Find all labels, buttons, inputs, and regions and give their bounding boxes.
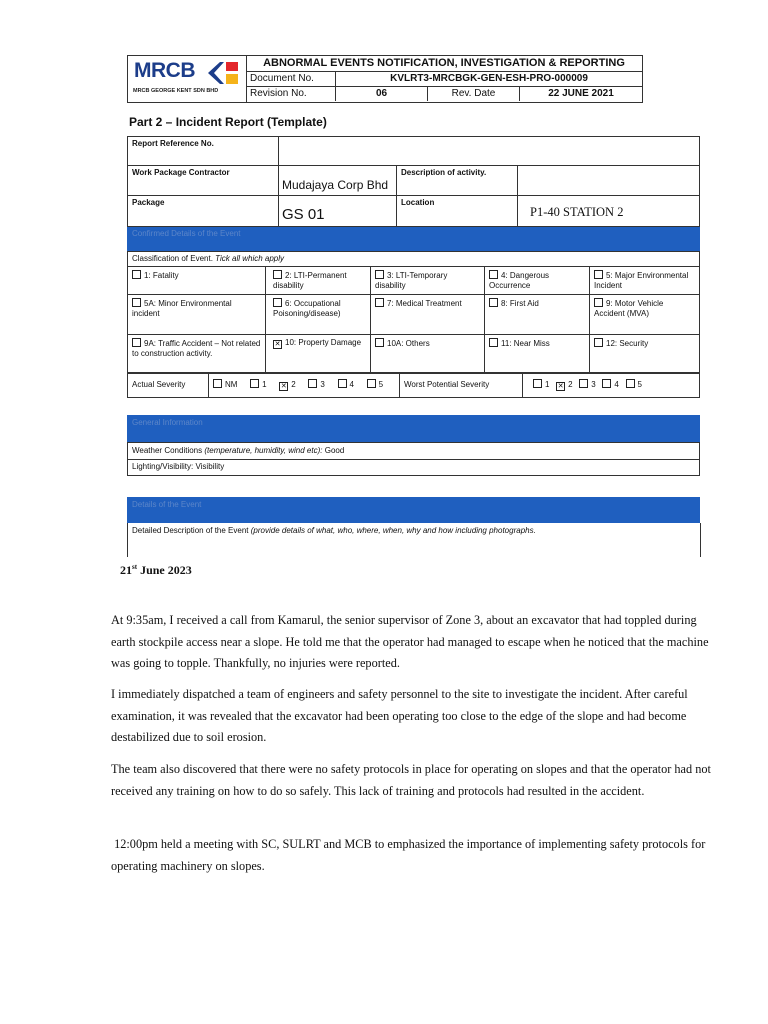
general-info-table — [127, 442, 700, 476]
class-item-10[interactable] — [266, 335, 371, 374]
checkbox-icon[interactable] — [132, 338, 141, 347]
checkbox-icon[interactable] — [132, 270, 141, 279]
revision-row — [246, 86, 642, 102]
checked-box-icon[interactable]: ✕ — [557, 383, 564, 390]
rev-date-value: 22 JUNE 2021 — [548, 88, 614, 99]
classification-prefix: Classification of Event. — [132, 254, 213, 263]
general-info-banner: General Information — [127, 415, 700, 442]
rev-date-label: Rev. Date — [428, 86, 520, 101]
worst-option-4: 4 — [614, 380, 619, 389]
report-date-day: 21 — [120, 563, 132, 577]
document-title: ABNORMAL EVENTS NOTIFICATION, INVESTIGATION & REPORTING — [246, 56, 642, 72]
event-details-cell[interactable] — [127, 523, 701, 557]
class-item-label: 5: Major Environmental Incident — [594, 271, 689, 290]
class-item-label: 3: LTI-Temporary disability — [375, 271, 448, 290]
checkbox-icon[interactable] — [250, 379, 259, 388]
actual-option-5: 5 — [378, 380, 384, 389]
class-item-6[interactable] — [266, 295, 371, 335]
class-item-3[interactable] — [371, 267, 485, 295]
actual-severity-label: Actual Severity — [132, 380, 186, 389]
class-item-1[interactable] — [128, 267, 266, 295]
activity-value[interactable] — [518, 166, 700, 196]
checkbox-icon[interactable] — [132, 298, 141, 307]
class-item-label: 9A: Traffic Accident – Not related to construction activity. — [132, 339, 261, 358]
package-label: Package — [132, 198, 165, 207]
weather-value: Good — [324, 446, 345, 455]
class-item-label: 12: Security — [606, 339, 649, 348]
checkbox-icon[interactable] — [273, 298, 282, 307]
details-label: Detailed Description of the Event — [132, 526, 249, 535]
checkbox-icon[interactable] — [602, 379, 611, 388]
class-item-11[interactable] — [485, 335, 590, 374]
activity-label: Description of activity. — [401, 168, 487, 177]
classification-header-cell — [128, 252, 700, 267]
checkbox-icon[interactable] — [626, 379, 635, 388]
checkbox-icon[interactable] — [533, 379, 542, 388]
actual-option-4: 4 — [349, 380, 354, 389]
activity-label-cell — [397, 166, 518, 196]
report-info-table — [127, 136, 700, 227]
checkbox-icon[interactable] — [594, 298, 603, 307]
event-details-banner: Details of the Event — [127, 497, 700, 523]
contractor-label-cell — [128, 166, 279, 196]
paragraph-3: The team also discovered that there were no safety protocols in place for operating on slopes and that the operator had not received any training on how to do so safely. This lack of training and protocols had resulted in the accident. — [111, 762, 711, 798]
checkbox-icon[interactable] — [367, 379, 376, 388]
weather-cell[interactable] — [128, 443, 700, 460]
weather-hint: (temperature, humidity, wind etc): — [204, 446, 323, 455]
actual-severity-label-cell — [128, 373, 209, 398]
doc-number-row — [246, 71, 642, 87]
report-ref-label: Report Reference No. — [132, 139, 214, 148]
report-ref-label-cell — [128, 137, 279, 166]
worst-option-2: 2 — [568, 380, 573, 389]
company-logo — [128, 56, 247, 102]
class-item-label: 5A: Minor Environmental incident — [132, 299, 232, 318]
worst-severity-label: Worst Potential Severity — [404, 380, 490, 389]
class-item-label: 8: First Aid — [501, 299, 539, 308]
actual-option-3: 3 — [320, 380, 325, 389]
classification-table — [127, 251, 700, 374]
class-item-label: 10: Property Damage — [285, 338, 362, 347]
class-item-label: 7: Medical Treatment — [387, 299, 462, 308]
class-item-4[interactable] — [485, 267, 590, 295]
actual-severity-options[interactable] — [209, 373, 400, 398]
checkbox-icon[interactable] — [489, 338, 498, 347]
worst-severity-options[interactable] — [523, 373, 700, 398]
checkbox-icon[interactable] — [594, 338, 603, 347]
report-ref-value[interactable] — [279, 137, 700, 166]
confirmed-details-banner: Confirmed Details of the Event — [127, 227, 700, 251]
checkbox-icon[interactable] — [375, 270, 384, 279]
document-header — [127, 55, 643, 103]
worst-option-1: 1 — [545, 380, 550, 389]
lighting-label: Lighting/Visibility: — [132, 462, 194, 471]
checkbox-icon[interactable] — [273, 270, 282, 279]
package-label-cell — [128, 196, 279, 227]
lighting-cell[interactable] — [128, 460, 700, 476]
checkbox-icon[interactable] — [338, 379, 347, 388]
class-item-label: 2: LTI-Permanent disability — [273, 271, 347, 290]
revision-value: 06 — [336, 86, 428, 101]
worst-option-3: 3 — [591, 380, 596, 389]
checkbox-icon[interactable] — [489, 298, 498, 307]
checkbox-icon[interactable] — [375, 298, 384, 307]
checkbox-icon[interactable] — [213, 379, 222, 388]
class-item-label: 9: Motor Vehicle Accident (MVA) — [594, 299, 664, 318]
class-item-12[interactable] — [590, 335, 700, 374]
class-item-9a[interactable] — [128, 335, 266, 374]
class-item-7[interactable] — [371, 295, 485, 335]
doc-number-value: KVLRT3-MRCBGK-GEN-ESH-PRO-000009 — [390, 73, 588, 84]
class-item-label: 4: Dangerous Occurrence — [489, 271, 550, 290]
report-date-rest: June 2023 — [137, 563, 192, 577]
package-value: GS 01 — [282, 206, 325, 223]
weather-label: Weather Conditions — [132, 446, 203, 455]
checkbox-icon[interactable] — [594, 270, 603, 279]
logo-text: MRCB — [134, 59, 195, 82]
report-date — [120, 563, 192, 578]
class-item-label: 1: Fatality — [144, 271, 179, 280]
logo-mark-icon — [206, 60, 240, 86]
class-item-label: 6: Occupational Poisoning/disease) — [273, 299, 341, 318]
revision-label: Revision No. — [246, 86, 336, 101]
contractor-value: Mudajaya Corp Bhd — [282, 178, 389, 192]
paragraph-1: At 9:35am, I received a call from Kamarul, the senior supervisor of Zone 3, about an excavator that had toppled during earth stockpile access near a slope. He told me that the operator had managed to escape when he noticed that the machine was going to topple. Thankfully, no injuries were reported. — [111, 613, 709, 670]
class-item-label: 11: Near Miss — [501, 339, 550, 348]
checkbox-icon[interactable] — [308, 379, 317, 388]
actual-option-1: 1 — [262, 380, 267, 389]
checkbox-icon[interactable] — [579, 379, 588, 388]
location-value: P1-40 STATION 2 — [530, 205, 624, 219]
checkbox-icon[interactable] — [375, 338, 384, 347]
doc-number-label: Document No. — [246, 71, 336, 86]
company-name: MRCB GEORGE KENT SDN BHD — [133, 88, 219, 94]
class-item-5[interactable] — [590, 267, 700, 295]
class-item-label: 10A: Others — [387, 339, 430, 348]
paragraph-2: I immediately dispatched a team of engineers and safety personnel to the site to investigate the incident. After careful examination, it was revealed that the excavator had been operating too close to the edge of the slope and had become destabilized due to soil erosion. — [111, 687, 688, 744]
class-item-8[interactable] — [485, 295, 590, 335]
worst-option-5: 5 — [637, 380, 642, 389]
details-hint: (provide details of what, who, where, when, why and how including photographs. — [250, 526, 536, 535]
actual-option-nm: NM — [225, 380, 238, 389]
lighting-value: Visibility — [195, 462, 225, 471]
location-label-cell — [397, 196, 518, 227]
checked-box-icon[interactable]: ✕ — [274, 341, 281, 348]
class-item-9[interactable] — [590, 295, 700, 335]
part-title: Part 2 – Incident Report (Template) — [129, 115, 327, 129]
checkbox-icon[interactable] — [489, 270, 498, 279]
severity-table — [127, 372, 700, 398]
class-item-2[interactable] — [266, 267, 371, 295]
contractor-label: Work Package Contractor — [132, 168, 230, 177]
worst-severity-label-cell — [400, 373, 523, 398]
class-item-5a[interactable] — [128, 295, 266, 335]
paragraph-4: 12:00pm held a meeting with SC, SULRT and MCB to emphasized the importance of implementing safety protocols for operating machinery on slopes. — [111, 837, 709, 873]
class-item-10a[interactable] — [371, 335, 485, 374]
location-label: Location — [401, 198, 435, 207]
package-value-cell[interactable] — [279, 196, 397, 227]
classification-hint: Tick all which apply — [215, 254, 285, 263]
contractor-value-cell[interactable] — [279, 166, 397, 196]
actual-option-2: 2 — [291, 380, 296, 389]
location-value-cell[interactable] — [518, 196, 700, 227]
checked-box-icon[interactable]: ✕ — [280, 383, 287, 390]
report-date-suffix: st — [132, 563, 138, 571]
